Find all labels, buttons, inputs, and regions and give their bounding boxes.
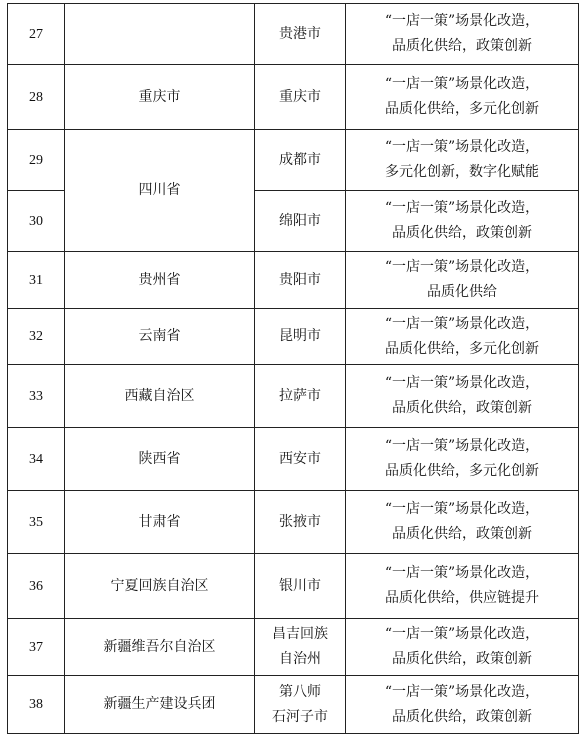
city-line: 西安市 [279,450,321,467]
table-body [8,4,579,734]
province-cell: 宁夏回族自治区 [65,554,255,619]
table-row [8,65,579,130]
focus-cell [346,365,579,428]
row-number: 32 [8,309,65,365]
city-cell [255,191,346,252]
focus-line: 品质化供给，政策创新 [392,708,532,725]
table-row [8,252,579,309]
row-number: 37 [8,619,65,676]
city-cell [255,491,346,554]
row-number: 28 [8,65,65,130]
city-line: 绵阳市 [279,212,321,229]
city-line: 昌吉回族 [272,626,328,642]
row-number: 30 [8,191,65,252]
focus-line: 品质化供给，多元化创新 [385,463,539,479]
focus-line: 品质化供给，政策创新 [392,651,532,667]
province-cell: 重庆市 [65,65,255,130]
table-row [8,365,579,428]
focus-cell [346,309,579,365]
table-row [8,428,579,491]
focus-line: “一店一策”场景化改造， [384,259,540,275]
focus-cell [346,65,579,130]
table-row [8,491,579,554]
row-number: 36 [8,554,65,619]
pilot-city-table [7,3,579,734]
city-line: 贵阳市 [279,271,321,288]
focus-line: “一店一策”场景化改造， [384,200,540,216]
city-line: 拉萨市 [279,387,321,404]
city-line: 重庆市 [279,88,321,105]
city-line: 贵港市 [279,25,321,42]
focus-line: “一店一策”场景化改造， [384,139,540,155]
focus-cell [346,491,579,554]
focus-line: “一店一策”场景化改造， [384,13,540,29]
focus-cell [346,130,579,191]
province-cell: 云南省 [65,309,255,365]
row-number: 34 [8,428,65,491]
city-cell [255,365,346,428]
row-number: 31 [8,252,65,309]
focus-cell [346,252,579,309]
focus-line: “一店一策”场景化改造， [384,375,540,391]
table-row [8,130,579,191]
focus-line: “一店一策”场景化改造， [384,315,540,332]
city-line: 自治州 [279,651,321,667]
city-cell [255,619,346,676]
city-cell [255,309,346,365]
focus-cell [346,676,579,734]
city-cell [255,676,346,734]
focus-line: 多元化创新，数字化赋能 [385,164,539,180]
province-cell: 西藏自治区 [65,365,255,428]
focus-line: 品质化供给，多元化创新 [385,340,539,357]
province-cell: 陕西省 [65,428,255,491]
province-cell: 新疆生产建设兵团 [65,676,255,734]
city-cell [255,4,346,65]
table-row [8,4,579,65]
table-row [8,554,579,619]
focus-line: “一店一策”场景化改造， [384,501,540,517]
city-line: 昆明市 [279,328,321,344]
focus-cell [346,4,579,65]
focus-line: “一店一策”场景化改造， [384,438,540,454]
focus-line: “一店一策”场景化改造， [384,683,540,700]
focus-line: 品质化供给，供应链提升 [385,590,539,606]
city-cell [255,428,346,491]
province-cell: 甘肃省 [65,491,255,554]
focus-line: “一店一策”场景化改造， [384,76,540,92]
row-number: 27 [8,4,65,65]
table-row [8,676,579,734]
focus-line: 品质化供给，多元化创新 [385,101,539,117]
focus-line: 品质化供给，政策创新 [392,400,532,416]
city-line: 成都市 [279,151,321,168]
focus-line: 品质化供给 [427,284,497,300]
table-row [8,309,579,365]
province-cell: 贵州省 [65,252,255,309]
city-cell [255,252,346,309]
focus-cell [346,619,579,676]
focus-cell [346,428,579,491]
focus-cell [346,554,579,619]
province-cell: 四川省 [65,130,255,252]
row-number: 33 [8,365,65,428]
city-line: 石河子市 [272,708,328,725]
city-line: 张掖市 [279,513,321,530]
row-number: 38 [8,676,65,734]
focus-line: “一店一策”场景化改造， [384,565,540,581]
focus-line: “一店一策”场景化改造， [384,626,540,642]
province-cell: 新疆维吾尔自治区 [65,619,255,676]
city-line: 第八师 [279,683,321,700]
focus-line: 品质化供给，政策创新 [392,38,532,54]
focus-cell [346,191,579,252]
city-cell [255,130,346,191]
focus-line: 品质化供给，政策创新 [392,225,532,241]
city-line: 银川市 [279,577,321,594]
table-row [8,619,579,676]
focus-line: 品质化供给，政策创新 [392,526,532,542]
row-number: 35 [8,491,65,554]
city-cell [255,554,346,619]
province-cell [65,4,255,65]
city-cell [255,65,346,130]
row-number: 29 [8,130,65,191]
